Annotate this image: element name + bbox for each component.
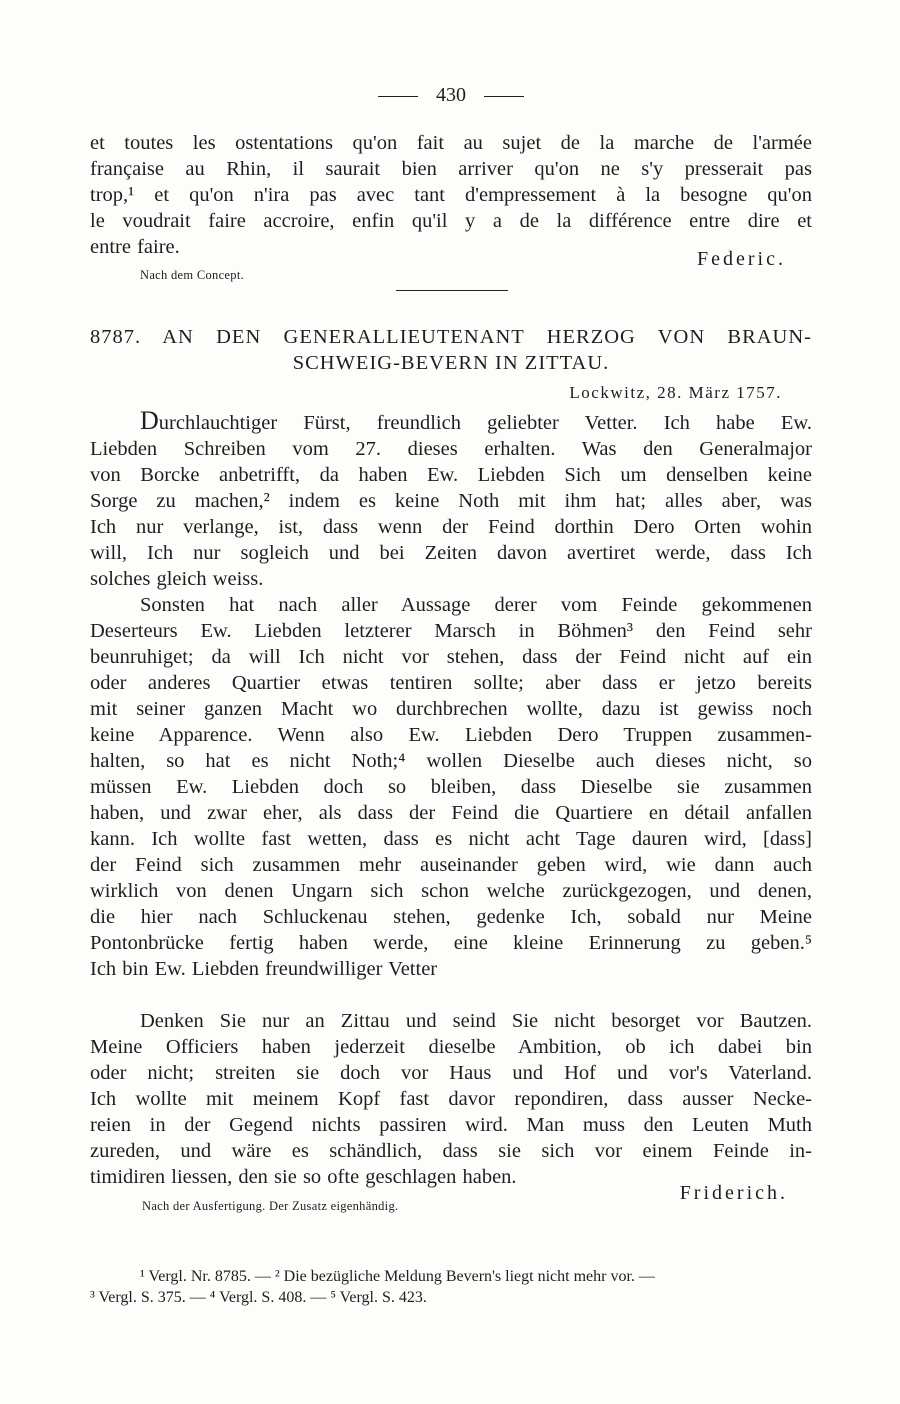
source-note-ausfertigung: Nach der Ausfertigung. Der Zusatz eigenhändig.	[142, 1199, 399, 1213]
text-line: die hier nach Schluckenau stehen, gedenke Ich, sobald nur Meine	[90, 906, 812, 928]
header-dash-right	[484, 96, 524, 97]
footnote-line: ¹ Vergl. Nr. 8785. — ² Die bezügliche Meldung Bevern's liegt nicht mehr vor. —	[140, 1268, 655, 1285]
text-line: oder anderes Quartier etwas tentiren sollte; aber dass er jetzo bereits	[90, 672, 812, 694]
letter-paragraph-2	[90, 592, 812, 982]
letter-title	[90, 324, 812, 376]
opening-paragraph	[90, 130, 812, 260]
text-line: müssen Ew. Liebden doch so bleiben, dass Dieselbe sie zusammen	[90, 776, 812, 798]
text-line: keine Apparence. Wenn also Ew. Liebden Dero Truppen zusammen-	[90, 724, 812, 746]
signature-federic: Federic.	[697, 248, 786, 270]
text-line: beunruhiget; da will Ich nicht vor stehen, dass der Feind nicht auf ein	[90, 646, 812, 668]
text-line: reien in der Gegend nichts passiren wird. Man muss den Leuten Muth	[90, 1114, 812, 1136]
text-line: Liebden Schreiben vom 27. dieses erhalten. Was den Generalmajor	[90, 438, 812, 460]
footnote-line: ³ Vergl. S. 375. — ⁴ Vergl. S. 408. — ⁵ Vergl. S. 423.	[90, 1289, 427, 1306]
page-number: 430	[436, 84, 466, 106]
text-line: Ich wollte mit meinem Kopf fast davor repondiren, dass ausser Necke-	[90, 1088, 812, 1110]
text-line: française au Rhin, il saurait bien arriver qu'on ne s'y presserait pas	[90, 158, 812, 180]
letter-title-line-2: SCHWEIG-BEVERN IN ZITTAU.	[292, 352, 610, 374]
dropcap: D	[140, 406, 159, 435]
signature-friderich: Friderich.	[679, 1182, 788, 1204]
postscript	[90, 1008, 812, 1190]
text-line: Meine Officiers haben jederzeit dieselbe Ambition, ob ich dabei bin	[90, 1036, 812, 1058]
text-line: halten, so hat es nicht Noth;⁴ wollen Dieselbe auch dieses nicht, so	[90, 750, 812, 772]
text-line-content: urchlauchtiger Fürst, freundlich geliebter Vetter. Ich habe Ew.	[158, 412, 812, 434]
text-line: zureden, und wäre es schändlich, dass sie sich vor einem Feinde in-	[90, 1140, 812, 1162]
text-line: oder nicht; streiten sie doch vor Haus und Hof und vor's Vaterland.	[90, 1062, 812, 1084]
source-note-concept: Nach dem Concept.	[140, 268, 245, 282]
text-line: mit seiner ganzen Macht wo durchbrechen wollte, dazu ist gewiss noch	[90, 698, 812, 720]
text-line: le voudrait faire accroire, enfin qu'il y a de la différence entre dire et	[90, 210, 812, 232]
text-line: trop,¹ et qu'on n'ira pas avec tant d'empressement à la besogne qu'on	[90, 184, 812, 206]
text-line: entre faire.	[90, 236, 180, 258]
page-header	[90, 84, 812, 107]
text-line: solches gleich weiss.	[90, 568, 264, 590]
header-dash-left	[378, 96, 418, 97]
text-line: Sorge zu machen,² indem es keine Noth mit ihm hat; alles aber, was	[90, 490, 812, 512]
letter-paragraph-1	[90, 408, 812, 592]
document-page	[90, 0, 812, 1404]
dateline: Lockwitz, 28. März 1757.	[569, 383, 782, 402]
text-line: timidiren liessen, den sie so ofte geschlagen haben.	[90, 1166, 517, 1188]
text-line: kann. Ich wollte fast wetten, dass es nicht acht Tage dauren wird, [dass]	[90, 828, 812, 850]
text-line: will, Ich nur sogleich und bei Zeiten davon avertiret werde, dass Ich	[90, 542, 812, 564]
text-line: Deserteurs Ew. Liebden letzterer Marsch in Böhmen³ den Feind sehr	[90, 620, 812, 642]
text-line: Denken Sie nur an Zittau und seind Sie nicht besorget vor Bautzen.	[140, 1010, 812, 1032]
letter-title-line-1: 8787. AN DEN GENERALLIEUTENANT HERZOG VON BRAUN-	[90, 326, 812, 348]
text-line: haben, und zwar eher, als dass der Feind die Quartiere en détail anfallen	[90, 802, 812, 824]
text-line	[90, 408, 812, 436]
text-line: Pontonbrücke fertig haben werde, eine kleine Erinnerung zu geben.⁵	[90, 932, 812, 954]
text-line: von Borcke anbetrifft, da haben Ew. Liebden Sich um denselben keine	[90, 464, 812, 486]
text-line: der Feind sich zusammen mehr auseinander geben wird, wie dann auch	[90, 854, 812, 876]
text-line: Ich nur verlange, ist, dass wenn der Feind dorthin Dero Orten wohin	[90, 516, 812, 538]
text-line: wirklich von denen Ungarn sich schon welche zurückgezogen, und denen,	[90, 880, 812, 902]
text-line: et toutes les ostentations qu'on fait au sujet de la marche de l'armée	[90, 132, 812, 154]
section-divider	[396, 290, 508, 291]
text-line: Sonsten hat nach aller Aussage derer vom Feinde gekommenen	[140, 594, 812, 616]
footnotes	[90, 1266, 812, 1308]
text-line: Ich bin Ew. Liebden freundwilliger Vetter	[90, 958, 438, 980]
